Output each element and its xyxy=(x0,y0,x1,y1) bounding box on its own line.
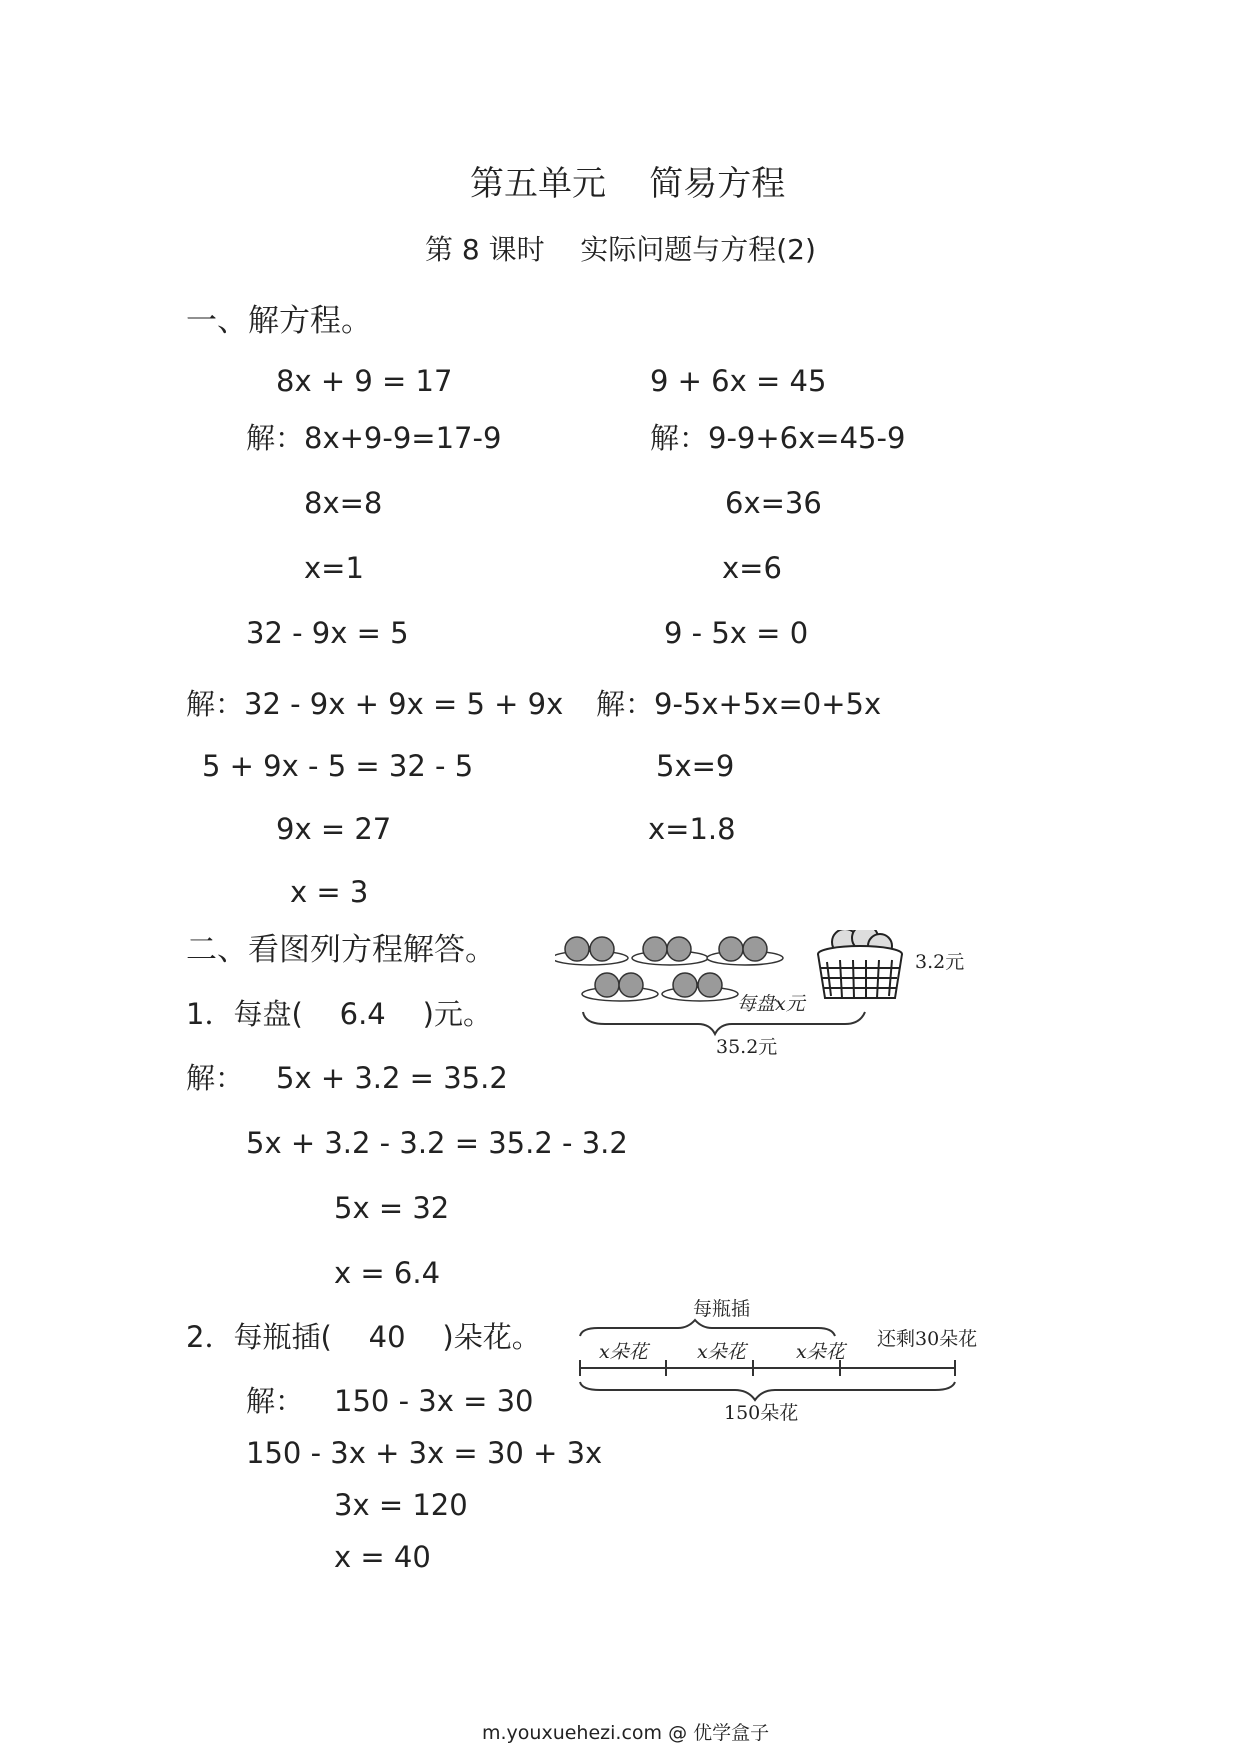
problem1-equation: 8x + 9 = 17 xyxy=(276,364,453,398)
section1-heading: 一、解方程。 xyxy=(186,303,372,339)
problem4-step1: 解：9-5x+5x=0+5x xyxy=(596,687,882,721)
problem2-step3: x=6 xyxy=(722,551,782,585)
problem2-step1: 解：9-9+6x=45-9 xyxy=(650,421,906,455)
q2-step1: 150 - 3x = 30 xyxy=(334,1384,534,1418)
problem3-equation: 32 - 9x = 5 xyxy=(246,616,409,650)
problem4-equation: 9 - 5x = 0 xyxy=(664,616,809,650)
problem3-step2: 5 + 9x - 5 = 32 - 5 xyxy=(202,749,474,783)
q1-step2: 5x + 3.2 - 3.2 = 35.2 - 3.2 xyxy=(246,1126,628,1160)
problem3-step1: 解：32 - 9x + 9x = 5 + 9x xyxy=(186,687,564,721)
problem4-step3: x=1.8 xyxy=(648,812,736,846)
q2-top-label: 每瓶插 xyxy=(693,1298,751,1320)
q2-step4: x = 40 xyxy=(334,1540,431,1574)
q2-segment3: x朵花 xyxy=(796,1341,845,1363)
section2-heading: 二、看图列方程解答。 xyxy=(186,932,496,968)
footer-watermark: m.youxuehezi.com @ 优学盒子 xyxy=(482,1722,770,1744)
q2-total-label: 150朵花 xyxy=(724,1402,799,1424)
q2-segment1: x朵花 xyxy=(599,1341,648,1363)
problem1-step1: 解：8x+9-9=17-9 xyxy=(246,421,502,455)
problem3-step3: 9x = 27 xyxy=(276,812,392,846)
problem1-step3: x=1 xyxy=(304,551,364,585)
q1-total-label: 35.2元 xyxy=(716,1036,778,1058)
q2-step3: 3x = 120 xyxy=(334,1488,468,1522)
q1-basket-price: 3.2元 xyxy=(915,951,965,973)
q1-plate-label: 每盘x元 xyxy=(737,993,805,1015)
q1-solution-label: 解： xyxy=(186,1061,245,1095)
lesson-title: 第 8 课时 实际问题与方程(2) xyxy=(425,233,816,266)
unit-title: 第五单元 简易方程 xyxy=(470,164,786,204)
q1-step1: 5x + 3.2 = 35.2 xyxy=(276,1061,508,1095)
q2-remain-label: 还剩30朵花 xyxy=(877,1328,978,1350)
q2-question: 2．每瓶插( 40 )朵花。 xyxy=(186,1320,541,1354)
q1-question: 1．每盘( 6.4 )元。 xyxy=(186,997,492,1031)
problem4-step2: 5x=9 xyxy=(656,749,735,783)
q1-step4: x = 6.4 xyxy=(334,1256,441,1290)
problem2-equation: 9 + 6x = 45 xyxy=(650,364,827,398)
problem2-step2: 6x=36 xyxy=(725,486,822,520)
q2-step2: 150 - 3x + 3x = 30 + 3x xyxy=(246,1436,603,1470)
problem1-step2: 8x=8 xyxy=(304,486,383,520)
q2-solution-label: 解： xyxy=(246,1384,305,1418)
q1-step3: 5x = 32 xyxy=(334,1191,450,1225)
q2-segment2: x朵花 xyxy=(697,1341,746,1363)
problem3-step4: x = 3 xyxy=(290,875,369,909)
